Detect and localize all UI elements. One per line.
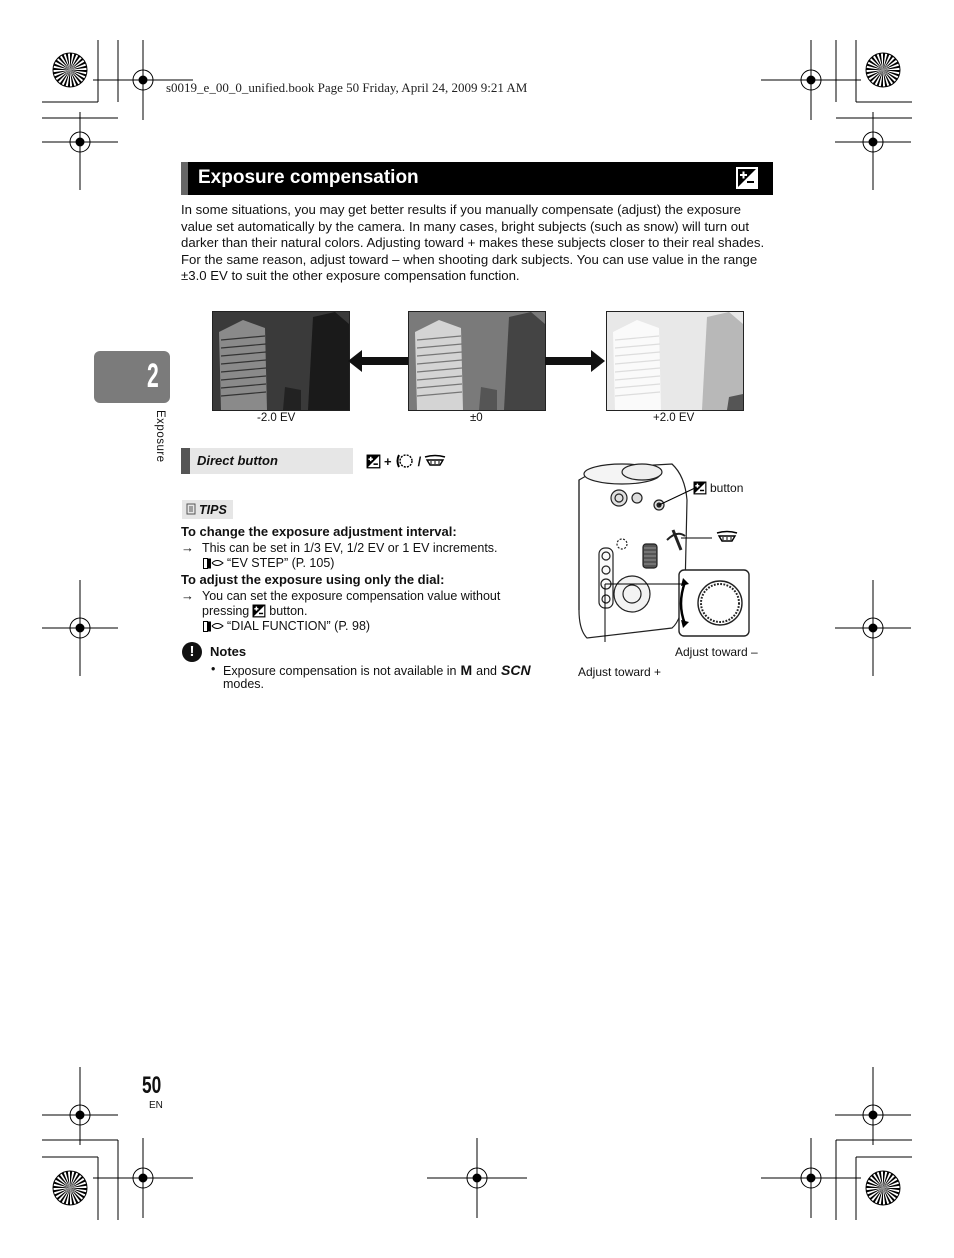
combo-slash: / [417, 453, 422, 469]
direct-button-accent [181, 448, 190, 474]
control-dial-icon [395, 453, 415, 469]
arrow-left-icon [348, 350, 408, 372]
exposure-compensation-icon [252, 604, 266, 618]
arrow-right-icon [545, 350, 605, 372]
tip-text-dial-pre: pressing [202, 604, 250, 618]
tip-text-interval: This can be set in 1/3 EV, 1/2 EV or 1 EV increments. [202, 541, 498, 555]
tip-text-dial: You can set the exposure compensation value without [202, 589, 501, 603]
exposure-compensation-icon [366, 454, 381, 469]
adjust-minus-label: Adjust toward – [675, 645, 758, 659]
combo-plus: + [384, 453, 392, 469]
notes-title: Notes [210, 644, 247, 659]
notes-exclamation-icon: ! [182, 642, 202, 662]
chapter-label: Exposure [154, 410, 166, 463]
page-number: 50 [142, 1072, 162, 1099]
notes-text-and: and [476, 664, 498, 678]
exposure-compensation-icon [693, 481, 707, 495]
camera-button-label: button [710, 481, 744, 495]
direct-button-combo [366, 451, 446, 471]
adjust-plus-label: Adjust toward + [578, 665, 662, 679]
tip-heading-dial: To adjust the exposure using only the dial: [181, 572, 445, 587]
notes-text-pre: Exposure compensation is not available in [223, 664, 457, 678]
intro-paragraph: In some situations, you may get better results if you manually compensate (adjust) the exposure value set automatically by the camera. In many cases, bright subjects (such as snow) will turn out darker than their natural colors. Adjusting toward + makes these subjects closer to their real shades. For the same reason, adjust toward – when shooting dark subjects. You can use value in the range ±3.0 EV to suit the other exposure compensation function. [181, 202, 765, 283]
reference-icon [203, 558, 225, 569]
tip-ref-interval: “EV STEP” (P. 105) [227, 556, 335, 570]
reference-icon [203, 621, 225, 632]
main-dial-icon [424, 454, 446, 468]
tip-text-dial-line2 [202, 604, 307, 618]
tips-badge-label: TIPS [199, 503, 227, 517]
example-label-zero: ±0 [470, 412, 483, 424]
print-header: s0019_e_00_0_unified.book Page 50 Friday, April 24, 2009 9:21 AM [166, 80, 528, 95]
main-dial-icon [716, 530, 738, 544]
example-label-minus: -2.0 EV [257, 412, 296, 424]
tip-arrow: → [181, 540, 194, 555]
example-label-plus: +2.0 EV [653, 412, 695, 424]
section-title-accent [181, 162, 188, 195]
notes-line-1 [223, 662, 531, 678]
tip-ref-dial: “DIAL FUNCTION” (P. 98) [227, 619, 371, 633]
page-language: EN [149, 1100, 163, 1111]
mode-scn-label: SCN [501, 662, 531, 678]
tip-text-dial-post: button. [269, 604, 308, 618]
direct-button-label: Direct button [197, 453, 278, 468]
tip-arrow: → [181, 588, 194, 603]
section-title: Exposure compensation [198, 167, 419, 188]
notes-bullet: • [211, 662, 216, 676]
example-photo-plus [606, 311, 744, 411]
notes-line-2: modes. [223, 677, 264, 691]
exposure-compensation-icon [735, 166, 759, 190]
tips-memo-icon [186, 503, 196, 515]
example-photo-zero [408, 311, 546, 411]
chapter-number: 2 [147, 357, 159, 395]
mode-m-label: M [460, 662, 473, 678]
tip-heading-interval: To change the exposure adjustment interval: [181, 524, 457, 539]
example-photo-minus [212, 311, 350, 411]
